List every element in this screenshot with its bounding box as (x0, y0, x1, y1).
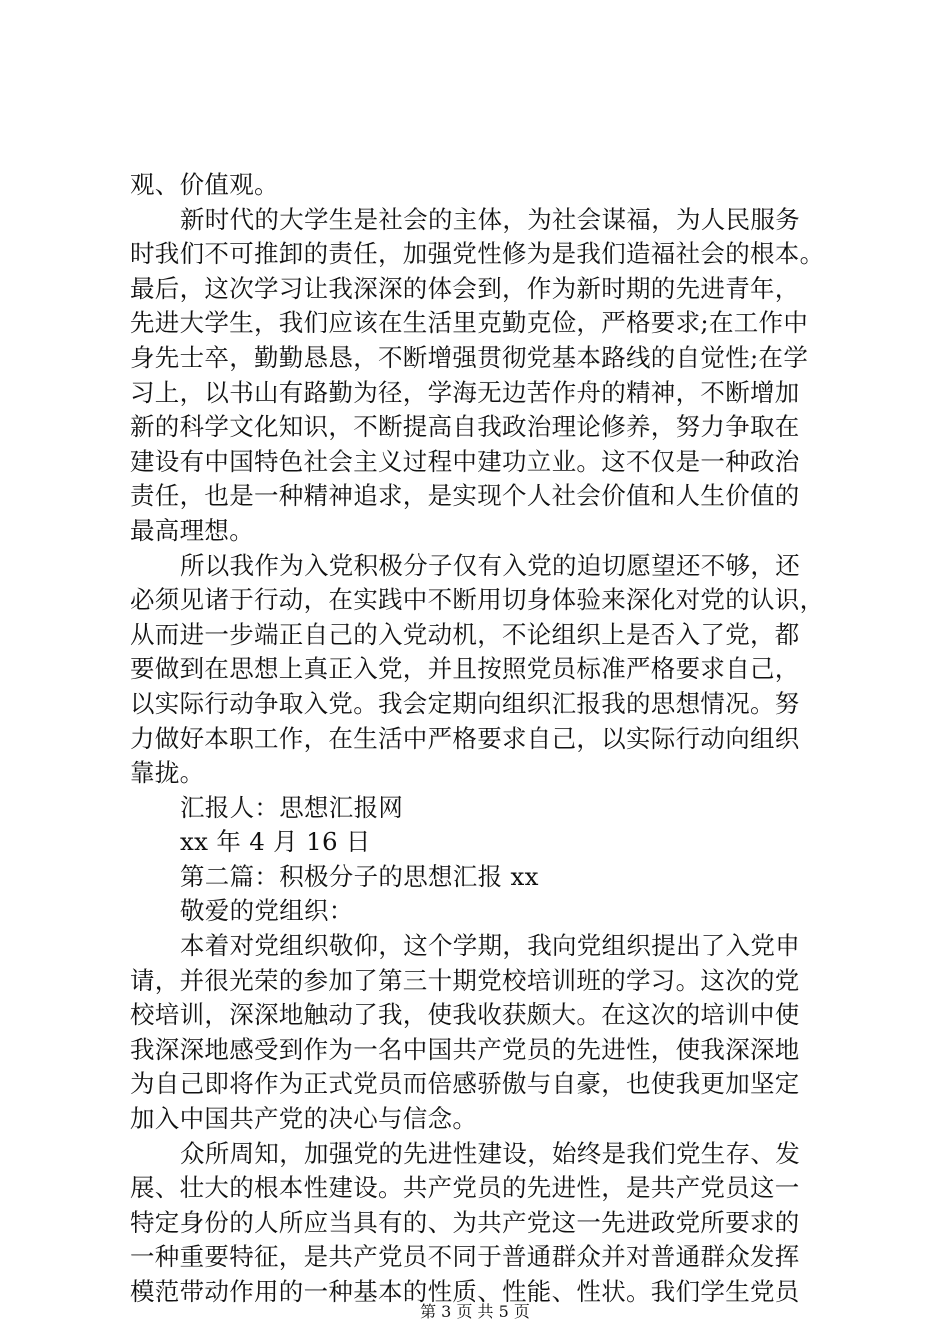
text-line: 从而进一步端正自己的入党动机，不论组织上是否入了党，都 (130, 619, 800, 649)
text-line: 要做到在思想上真正入党，并且按照党员标准严格要求自己， (130, 654, 800, 684)
text-line: 特定身份的人所应当具有的、为共产党这一先进政党所要求的 (130, 1207, 800, 1237)
text-line: 先进大学生，我们应该在生活里克勤克俭，严格要求;在工作中 (130, 308, 809, 338)
text-line: 身先士卒，勤勤恳恳，不断增强贯彻党基本路线的自觉性;在学 (130, 342, 809, 372)
text-line: 校培训，深深地触动了我，使我收获颇大。在这次的培训中使 (130, 1000, 800, 1030)
text-line: 请，并很光荣的参加了第三十期党校培训班的学习。这次的党 (130, 965, 800, 995)
text-line: 所以我作为入党积极分子仅有入党的迫切愿望还不够，还 (180, 550, 800, 580)
text-line: 第二篇：积极分子的思想汇报 xx (180, 861, 539, 891)
text-line: xx 年 4 月 16 日 (180, 827, 371, 857)
text-line: 本着对党组织敬仰，这个学期，我向党组织提出了入党申 (180, 931, 800, 961)
text-line: 建设有中国特色社会主义过程中建功立业。这不仅是一种政治 (130, 446, 800, 476)
text-line: 最高理想。 (130, 515, 254, 545)
text-line: 新的科学文化知识，不断提高自我政治理论修养，努力争取在 (130, 412, 800, 442)
text-line: 新时代的大学生是社会的主体，为社会谋福，为人民服务 (180, 204, 800, 234)
page-footer: 第 3 页 共 5 页 (420, 1302, 530, 1321)
text-line: 为自己即将作为正式党员而倍感骄傲与自豪，也使我更加坚定 (130, 1069, 800, 1099)
text-line: 一种重要特征，是共产党员不同于普通群众并对普通群众发挥 (130, 1242, 800, 1272)
text-line: 汇报人：思想汇报网 (180, 792, 404, 822)
text-line: 责任，也是一种精神追求，是实现个人社会价值和人生价值的 (130, 481, 800, 511)
text-line: 力做好本职工作，在生活中严格要求自己，以实际行动向组织 (130, 723, 800, 753)
text-line: 敬爱的党组织： (180, 896, 354, 926)
text-line: 最后，这次学习让我深深的体会到，作为新时期的先进青年， (130, 273, 800, 303)
document-body (130, 168, 850, 1310)
text-line: 展、壮大的根本性建设。共产党员的先进性，是共产党员这一 (130, 1173, 800, 1203)
text-line: 以实际行动争取入党。我会定期向组织汇报我的思想情况。努 (130, 688, 800, 718)
text-line: 我深深地感受到作为一名中国共产党员的先进性，使我深深地 (130, 1034, 800, 1064)
text-line: 靠拢。 (130, 758, 205, 788)
text-line: 众所周知，加强党的先进性建设，始终是我们党生存、发 (180, 1138, 800, 1168)
text-line: 习上，以书山有路勤为径，学海无边苦作舟的精神，不断增加 (130, 377, 800, 407)
text-line: 观、价值观。 (130, 170, 279, 199)
text-line: 必须见诸于行动，在实践中不断用切身体验来深化对党的认识， (130, 585, 825, 615)
text-line: 时我们不可推卸的责任，加强党性修为是我们造福社会的根本。 (130, 239, 825, 269)
text-line: 模范带动作用的一种基本的性质、性能、性状。我们学生党员 (130, 1277, 800, 1306)
text-line: 加入中国共产党的决心与信念。 (130, 1104, 478, 1134)
